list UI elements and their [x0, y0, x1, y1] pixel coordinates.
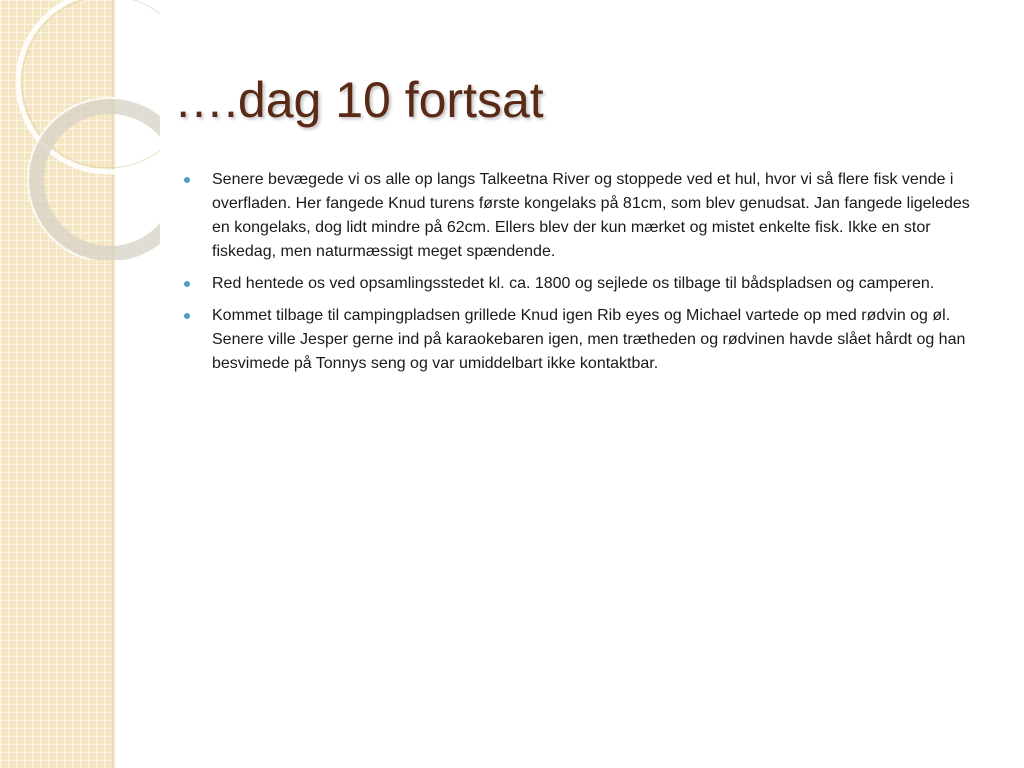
decorative-rings-graphic: [0, 0, 160, 260]
bullet-item: [180, 304, 980, 376]
bullet-dot-icon: [184, 313, 190, 319]
slide-title: ….dag 10 fortsat: [174, 72, 544, 128]
bullet-list: [180, 168, 980, 384]
bullet-dot-icon: [184, 177, 190, 183]
bullet-text: Senere bevægede vi os alle op langs Talkeetna River og stoppede ved et hul, hvor vi så flere fisk vende i overfladen. Her fangede Knud turens første kongelaks på 81cm, som blev genudsat. Jan fangede ligeledes en kongelaks, dog lidt mindre på 62cm. Ellers blev der kun mærket og mistet enkelte fisk. Ikke en stor fiskedag, men naturmæssigt meget spændende.: [212, 171, 970, 260]
bullet-text: Red hentede os ved opsamlingsstedet kl. ca. 1800 og sejlede os tilbage til bådspladsen og camperen.: [212, 275, 935, 292]
bullet-text: Kommet tilbage til campingpladsen grillede Knud igen Rib eyes og Michael vartede op med rødvin og øl. Senere ville Jesper gerne ind på karaokebaren igen, men trætheden og rødvinen havde slået hårdt og han besvimede på Tonnys seng og var umiddelbart ikke kontaktbar.: [212, 307, 966, 372]
bullet-dot-icon: [184, 281, 190, 287]
bullet-item: [180, 168, 980, 264]
bullet-item: [180, 272, 980, 296]
